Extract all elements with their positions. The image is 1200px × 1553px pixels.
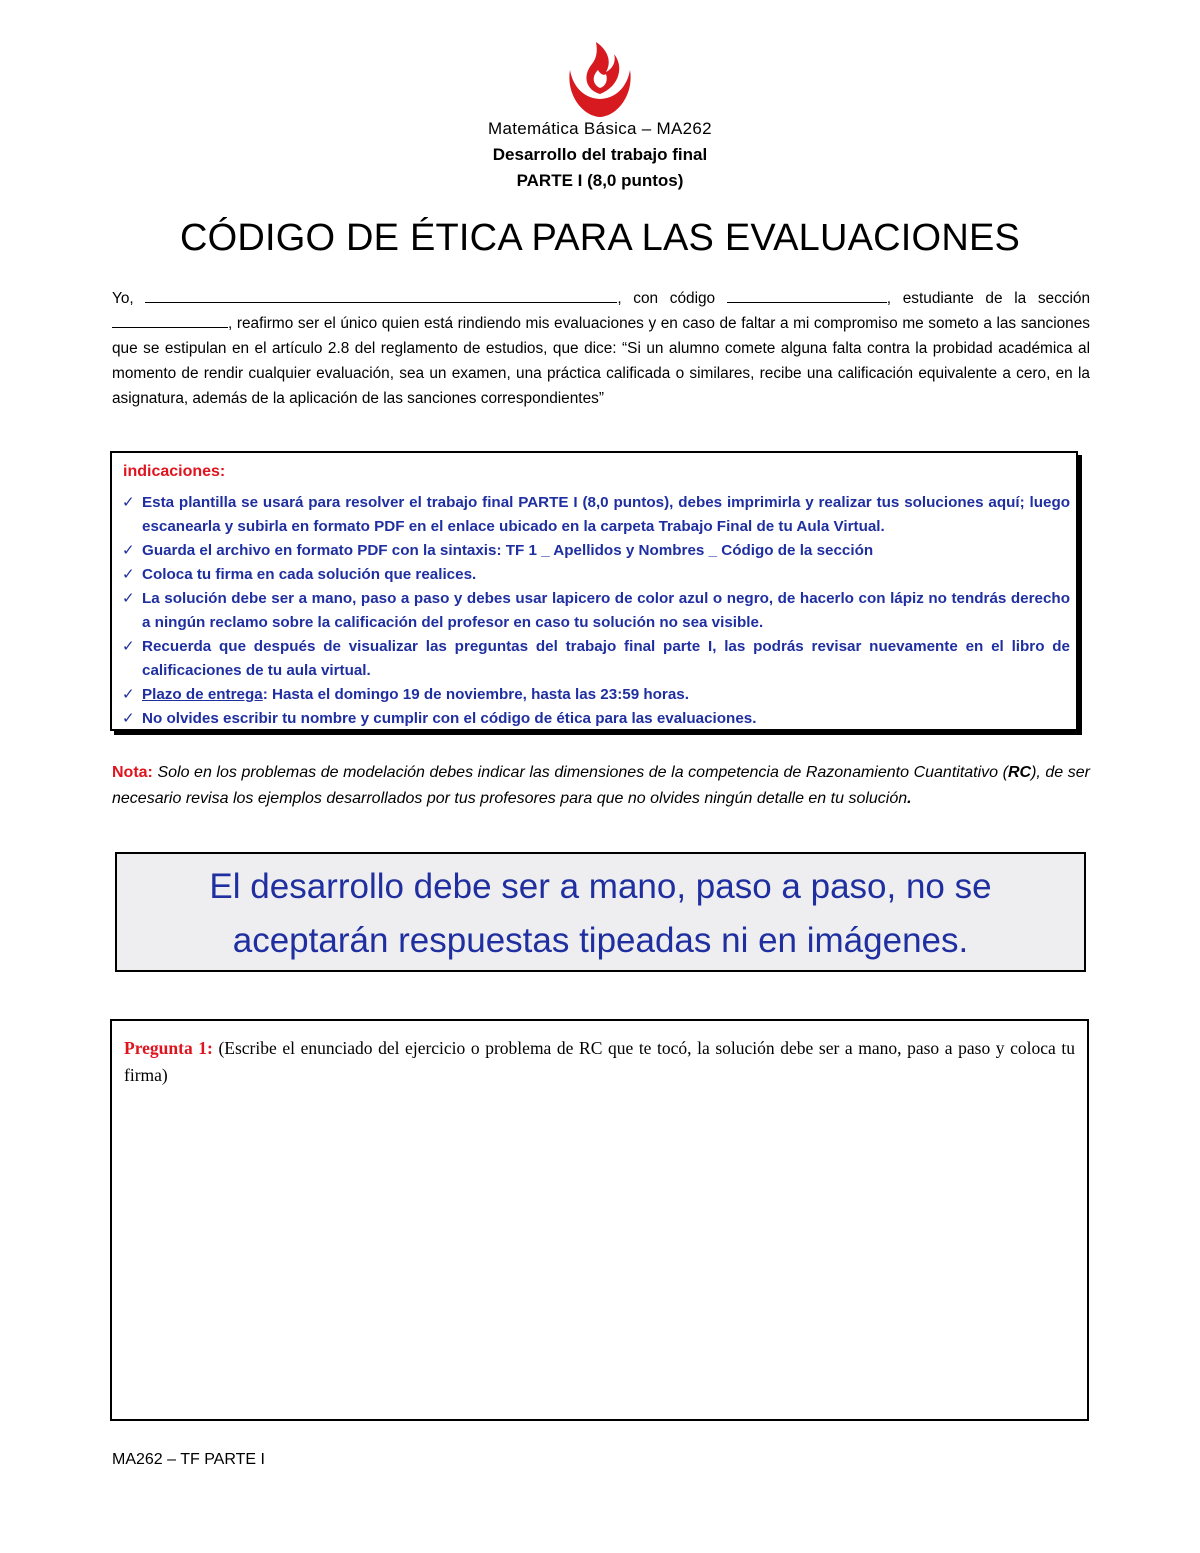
list-item [122,587,1070,635]
page-title: CÓDIGO DE ÉTICA PARA LAS EVALUACIONES [179,217,1021,259]
indicacion-text: Guarda el archivo en formato PDF con la sintaxis: TF 1 _ Apellidos y Nombres _ Código de la sección [142,542,874,559]
indicacion-text: No olvides escribir tu nombre y cumplir con el código de ética para las evaluaciones. [142,710,757,727]
check-icon: ✓ [122,590,135,607]
check-icon: ✓ [122,638,135,655]
indicaciones-box [110,451,1078,731]
check-icon: ✓ [122,494,135,511]
question-label: Pregunta 1: [124,1038,213,1058]
indicacion-text: Coloca tu firma en cada solución que realices. [142,566,477,583]
list-item [122,683,1070,707]
page-footer: MA262 – TF PARTE I [112,1451,265,1468]
intro-seccion: , estudiante de la sección [886,290,1091,307]
banner-line-2: aceptarán respuestas tipeadas ni en imágenes. [232,921,969,960]
nota-label: Nota: [112,764,153,781]
question-text: (Escribe el enunciado del ejercicio o problema de RC que te tocó, la solución debe ser a mano, paso a paso y coloca tu firma) [124,1038,1075,1085]
indicacion-text: La solución debe ser a mano, paso a paso y debes usar lapicero de color azul o negro, de hacerlo con lápiz no tendrás derecho a ningún reclamo sobre la calificación del profesor en caso tu solución no sea visible. [142,590,1070,631]
indicaciones-title: indicaciones: [123,463,226,480]
list-item [122,707,1070,731]
intro-body: , reafirmo ser el único quien está rindiendo mis evaluaciones y en caso de faltar a mi compromiso me someto a las sanciones que se estipulan en el artículo 2.8 del reglamento de estudios, que dice: “Si un alumno comete alguna falta contra la probidad académica al momento de rendir cualquier evaluación, sea un examen, una práctica calificada o similares, recibe una calificación equivalente a cero, en la asignatura, además de la aplicación de las sanciones correspondientes” [112,315,1090,407]
banner-line-1: El desarrollo debe ser a mano, paso a paso, no se [209,867,992,906]
check-icon: ✓ [122,566,135,583]
check-icon: ✓ [122,542,135,559]
indicacion-text: Recuerda que después de visualizar las preguntas del trabajo final parte I, las podrás revisar nuevamente en el libro de calificaciones de tu aula virtual. [142,638,1070,679]
handwritten-warning-banner [115,852,1086,972]
document-subtitle: Desarrollo del trabajo final [492,145,708,164]
check-icon: ✓ [122,686,135,703]
plazo-label: Plazo de entrega [142,686,263,703]
course-name: Matemática Básica – MA262 [488,119,712,138]
list-item [122,635,1070,683]
indicacion-text: Esta plantilla se usará para resolver el trabajo final PARTE I (8,0 puntos), debes imprimirla y realizar tus soluciones aquí; luego escanearla y subirla en formato PDF en el enlace ubicado en la carpeta Trabajo Final de tu Aula Virtual. [142,494,1070,535]
document-header [0,116,1200,194]
section-blank [112,313,228,328]
ethics-statement [112,286,1090,411]
nota-rc: RC [1007,764,1032,781]
list-item [122,491,1070,539]
document-part: PARTE I (8,0 puntos) [516,171,684,190]
upc-flame-logo [562,36,638,120]
indicaciones-list [122,491,1070,731]
list-item [122,539,1070,563]
nota-text-a: Solo en los problemas de modelación debes indicar las dimensiones de la competencia de Razonamiento Cuantitativo ( [152,764,1008,781]
plazo-text: : Hasta el domingo 19 de noviembre, hasta las 23:59 horas. [262,686,689,703]
intro-codigo: , con código [617,290,716,307]
code-blank [727,288,887,303]
question-1-box [110,1019,1089,1421]
name-blank [145,288,617,303]
check-icon: ✓ [122,710,135,727]
list-item [122,563,1070,587]
nota-paragraph [112,760,1090,812]
nota-end: . [907,790,912,807]
intro-yo: Yo, [112,290,134,307]
nota-text-b: ), de ser necesario revisa los ejemplos desarrollados por tus profesores para que no olvides ningún detalle en tu solución [112,764,1090,807]
